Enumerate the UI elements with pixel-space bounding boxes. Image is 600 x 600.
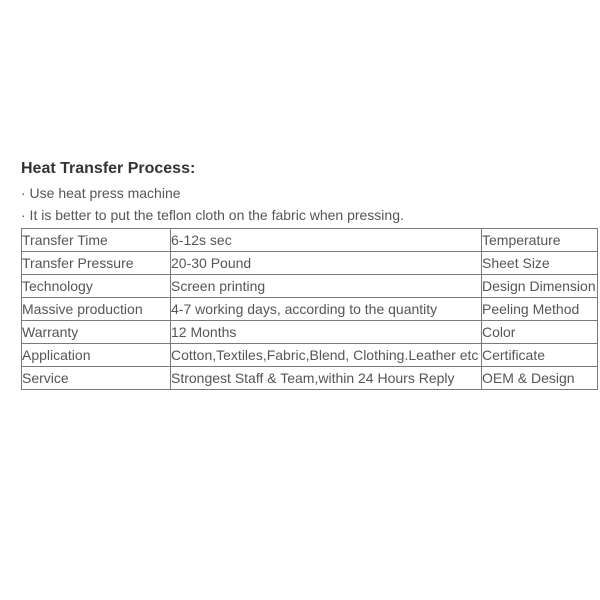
table-row — [22, 252, 598, 275]
section-heading: Heat Transfer Process: — [21, 160, 196, 177]
table-row — [22, 367, 598, 390]
table-cell-label: Warranty — [22, 321, 171, 344]
table-cell-value: Cotton,Textiles,Fabric,Blend, Clothing.Leather etc — [171, 344, 482, 367]
table-cell-label: Massive production — [22, 298, 171, 321]
table-row — [22, 275, 598, 298]
table-cell-property: Peeling Method — [482, 298, 598, 321]
table-cell-property: Certificate — [482, 344, 598, 367]
table-cell-value: Screen printing — [171, 275, 482, 298]
table-cell-value: 20-30 Pound — [171, 252, 482, 275]
table-cell-label: Service — [22, 367, 171, 390]
table-cell-property: Design Dimension — [482, 275, 598, 298]
table-row — [22, 229, 598, 252]
bullet-item: · Use heat press machine — [21, 185, 181, 201]
table-cell-label: Application — [22, 344, 171, 367]
content-block — [21, 159, 597, 390]
bullet-item: · It is better to put the teflon cloth on the fabric when pressing. — [21, 207, 404, 223]
spec-table — [21, 228, 598, 390]
table-cell-label: Transfer Pressure — [22, 252, 171, 275]
table-cell-value: 12 Months — [171, 321, 482, 344]
table-row — [22, 298, 598, 321]
table-cell-label: Technology — [22, 275, 171, 298]
table-cell-label: Transfer Time — [22, 229, 171, 252]
table-cell-value: 4-7 working days, according to the quantity — [171, 298, 482, 321]
table-cell-property: Color — [482, 321, 598, 344]
table-row — [22, 344, 598, 367]
table-cell-property: OEM & Design — [482, 367, 598, 390]
table-cell-value: Strongest Staff & Team,within 24 Hours Reply — [171, 367, 482, 390]
table-cell-value: 6-12s sec — [171, 229, 482, 252]
table-row — [22, 321, 598, 344]
table-cell-property: Sheet Size — [482, 252, 598, 275]
table-cell-property: Temperature — [482, 229, 598, 252]
